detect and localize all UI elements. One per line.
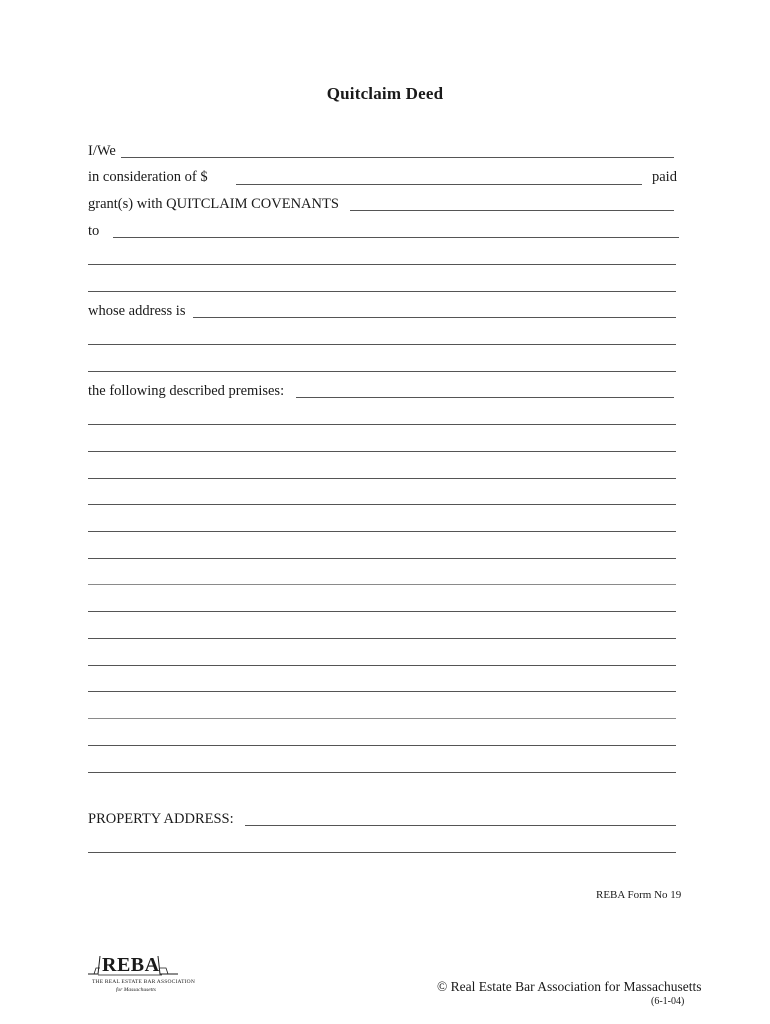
address-label: whose address is [88,303,186,319]
premises-line-7[interactable] [88,558,676,559]
address-line[interactable] [193,317,676,318]
premises-line-3[interactable] [88,451,676,452]
grantee-line[interactable] [113,237,679,238]
grantee-line-3[interactable] [88,291,676,292]
premises-line-13[interactable] [88,718,676,719]
consideration-amount-line[interactable] [236,184,642,185]
revision-date: (6-1-04) [651,996,685,1007]
premises-line[interactable] [296,397,674,398]
consideration-label: in consideration of $ [88,169,208,185]
premises-line-10[interactable] [88,638,676,639]
grantor-label: I/We [88,143,116,159]
grantor-line[interactable] [121,157,674,158]
to-label: to [88,223,100,239]
reba-logo [86,950,196,996]
address-line-3[interactable] [88,371,676,372]
premises-line-12[interactable] [88,691,676,692]
premises-line-8[interactable] [88,584,676,585]
property-address-line[interactable] [245,825,676,826]
property-address-label: PROPERTY ADDRESS: [88,811,234,827]
premises-line-2[interactable] [88,424,676,425]
address-line-2[interactable] [88,344,676,345]
premises-line-11[interactable] [88,665,676,666]
page-title: Quitclaim Deed [326,84,444,103]
logo-subtagline: for Massachusetts [116,987,156,993]
logo-tagline: THE REAL ESTATE BAR ASSOCIATION [92,979,196,985]
premises-label: the following described premises: [88,383,285,399]
property-address-line-2[interactable] [88,852,676,853]
grantee-line-2[interactable] [88,264,676,265]
premises-line-5[interactable] [88,504,676,505]
paid-label: paid [652,169,677,185]
form-number: REBA Form No 19 [596,889,682,901]
premises-line-15[interactable] [88,772,676,773]
grants-label: grant(s) with QUITCLAIM COVENANTS [88,196,339,212]
premises-line-9[interactable] [88,611,676,612]
premises-line-6[interactable] [88,531,676,532]
grants-line[interactable] [350,210,674,211]
premises-line-14[interactable] [88,745,676,746]
logo-word: REBA [102,954,160,976]
premises-line-4[interactable] [88,478,676,479]
copyright-text: © Real Estate Bar Association for Massachusetts [437,979,702,994]
